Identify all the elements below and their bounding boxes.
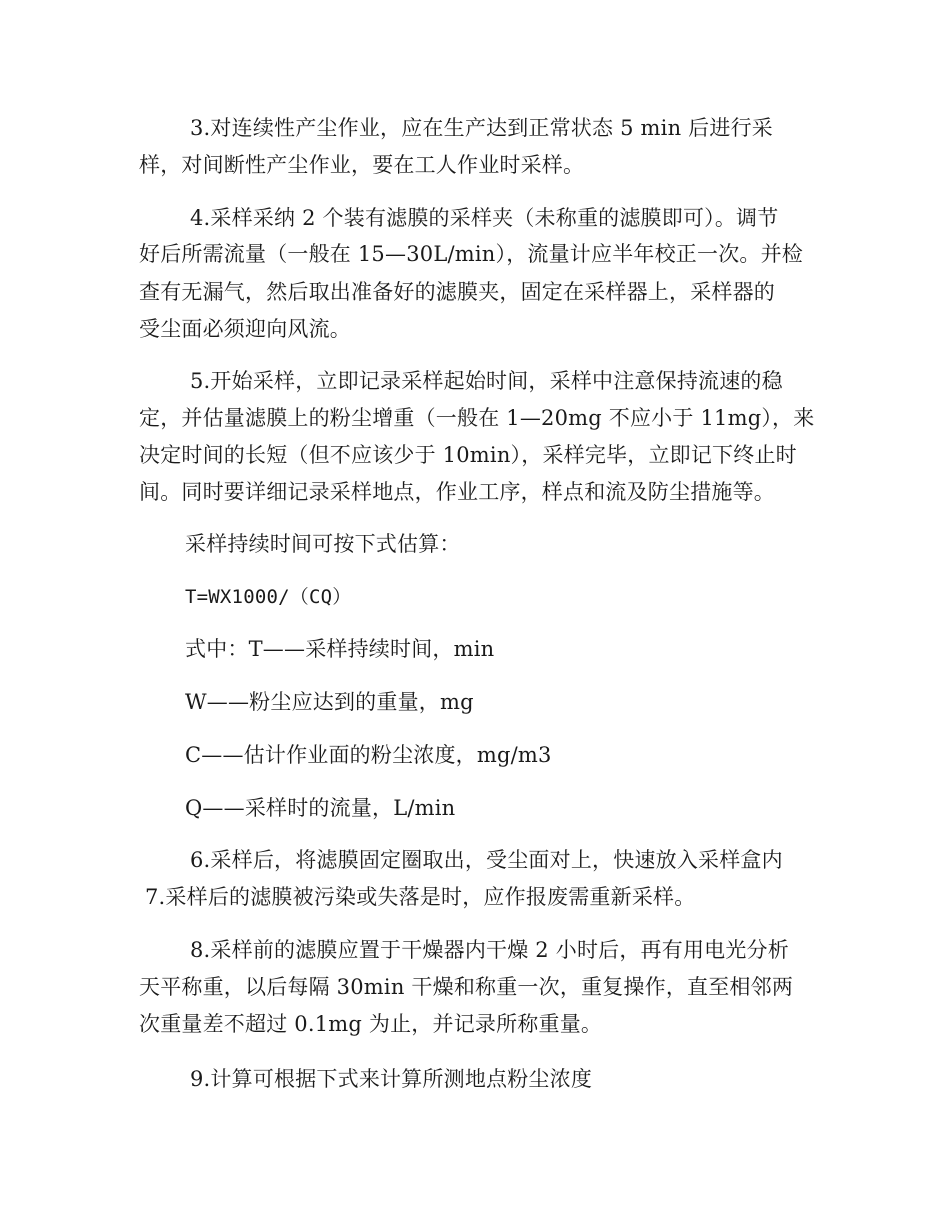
paragraph-4-line-3: 查有无漏气，然后取出准备好的滤膜夹，固定在采样器上，采样器的 [139,280,775,304]
definition-q: Q——采样时的流量，L/min [185,796,456,820]
paragraph-5-line-1: 5.开始采样，立即记录采样起始时间，采样中注意保持流速的稳 [190,369,783,393]
definition-w: W——粉尘应达到的重量，mg [185,690,474,714]
estimate-intro: 采样持续时间可按下式估算： [185,532,461,556]
paragraph-3-line-1: 3.对连续性产尘作业，应在生产达到正常状态 5 min 后进行采 [190,116,773,140]
paragraph-6: 6.采样后，将滤膜固定圈取出，受尘面对上，快速放入采样盒内 [190,848,783,872]
paragraph-8-line-3: 次重量差不超过 0.1mg 为止，并记录所称重量。 [139,1012,603,1036]
paragraph-4-line-4: 受尘面必须迎向风流。 [139,317,351,341]
paragraph-4-line-1: 4.采样采纳 2 个装有滤膜的采样夹（未称重的滤膜即可）。调节 [190,206,779,230]
paragraph-5-line-4: 间。同时要详细记录采样地点，作业工序，样点和流及防尘措施等。 [139,480,775,504]
paragraph-5-line-3: 决定时间的长短（但不应该少于 10min），采样完毕，立即记下终止时 [139,443,797,467]
paragraph-9: 9.计算可根据下式来计算所测地点粉尘浓度 [190,1067,593,1091]
paragraph-8-line-2: 天平称重，以后每隔 30min 干燥和称重一次，重复操作，直至相邻两 [139,975,794,999]
paragraph-3-line-2: 样，对间断性产尘作业，要在工人作业时采样。 [139,153,585,177]
paragraph-7: 7.采样后的滤膜被污染或失落是时，应作报废需重新采样。 [145,885,696,909]
definition-t: 式中：T——采样持续时间，min [185,637,495,661]
paragraph-5-line-2: 定，并估量滤膜上的粉尘增重（一般在 1—20mg 不应小于 11mg），来 [139,406,815,430]
paragraph-8-line-1: 8.采样前的滤膜应置于干燥器内干燥 2 小时后，再有用电光分析 [190,938,789,962]
paragraph-4-line-2: 好后所需流量（一般在 15—30L/min），流量计应半年校正一次。并检 [139,242,803,266]
formula: T=WX1000/（CQ） [185,586,352,608]
definition-c: C——估计作业面的粉尘浓度，mg/m3 [185,743,552,767]
